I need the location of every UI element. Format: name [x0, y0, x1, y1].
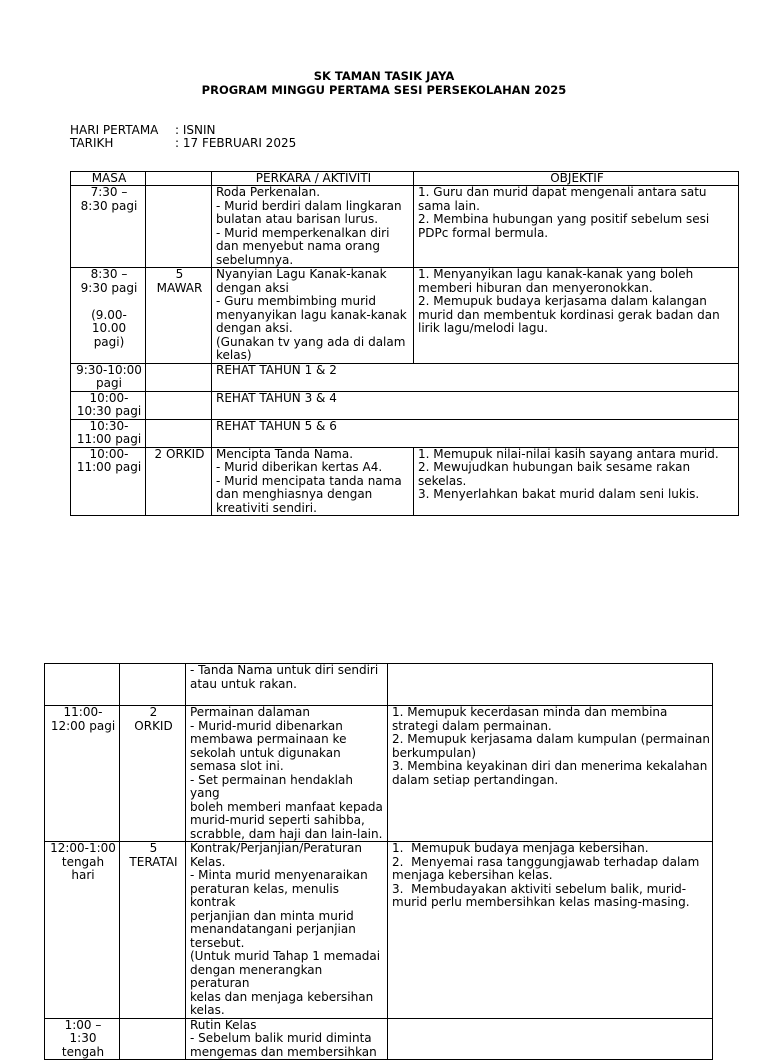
document-title: SK TAMAN TASIK JAYA — [313, 69, 455, 83]
table-row — [71, 419, 739, 447]
cell-text-line: ORKID — [134, 718, 173, 733]
cell-kelas — [146, 186, 212, 268]
table-row — [45, 664, 713, 706]
cell-text-line: 9:30-10:00 — [76, 362, 142, 377]
cell-rehat — [212, 391, 739, 419]
cell-text-line: lirik lagu/melodi lagu. — [418, 321, 548, 335]
cell-text-line: dalam setiap pertandingan. — [392, 772, 559, 787]
cell-text-line: - Set permainan hendaklah yang — [190, 772, 357, 800]
cell-text-line: sekelas. — [418, 473, 467, 488]
cell-masa — [71, 391, 146, 419]
cell-text-line: 11:00- — [63, 705, 103, 719]
schedule-table-1 — [70, 171, 739, 516]
table-row — [45, 842, 713, 1019]
cell-text-line: TERATAI — [129, 854, 178, 869]
cell-text-line: 5 — [175, 267, 184, 281]
cell-text-line: kelas dan menjaga kebersihan — [190, 989, 374, 1004]
cell-aktiviti — [186, 664, 388, 706]
cell-text-line: MAWAR — [156, 280, 203, 295]
table-header-row — [71, 172, 739, 186]
cell-text-line: murid perlu membersihkan kelas masing-masing. — [392, 895, 690, 909]
cell-aktiviti — [186, 842, 388, 1019]
cell-text-line: kelas) — [216, 348, 252, 362]
cell-text-line: menyanyikan lagu kanak-kanak — [216, 307, 407, 322]
day-label: HARI PERTAMA — [70, 123, 159, 137]
cell-text-line: - Murid diberikan kertas A4. — [216, 460, 383, 474]
info-date — [70, 137, 296, 151]
cell-text-line: Nyanyian Lagu Kanak-kanak — [216, 267, 387, 281]
cell-text-line: 1. Menyanyikan lagu kanak-kanak yang boleh — [418, 267, 694, 281]
cell-text-line: murid-murid seperti sahibba, — [190, 813, 365, 827]
cell-text-line: 3. Menyerlahkan bakat murid dalam seni lukis. — [418, 487, 700, 501]
cell-text-line: 10:30- — [89, 418, 129, 433]
cell-text-line: memberi hiburan dan menyeronokkan. — [418, 280, 653, 295]
cell-text-line: 1. Guru dan murid dapat mengenali antara satu — [418, 185, 707, 199]
cell-masa — [71, 268, 146, 364]
cell-kelas — [120, 664, 186, 706]
cell-text-line: Permainan dalaman — [190, 705, 310, 719]
cell-text-line: 3. Membina keyakinan diri dan menerima kekalahan — [392, 759, 708, 773]
cell-text-line: Kelas. — [190, 854, 226, 869]
header-kelas — [146, 172, 212, 186]
cell-text-line: boleh memberi manfaat kepada — [190, 799, 383, 814]
cell-text-line: tersebut. — [190, 935, 245, 950]
cell-text-line: 10:30 pagi — [76, 404, 142, 418]
cell-text-line: 2. Mewujudkan hubungan baik sesame rakan — [418, 460, 691, 474]
cell-text-line: PDPc formal bermula. — [418, 225, 549, 240]
cell-text-line: perjanjian dan minta murid — [190, 908, 354, 923]
cell-text-line: murid dan membentuk kordinasi gerak badan dan — [418, 307, 720, 322]
cell-text-line: 2. Menyemai rasa tanggungjawab terhadap dalam — [392, 854, 700, 869]
cell-aktiviti — [186, 706, 388, 842]
cell-aktiviti — [212, 447, 414, 516]
cell-masa — [45, 842, 120, 1019]
cell-text-line: Mencipta Tanda Nama. — [216, 446, 354, 461]
cell-masa — [71, 419, 146, 447]
cell-text-line: 3. Membudayakan aktiviti sebelum balik, murid- — [392, 881, 687, 896]
document-subtitle: PROGRAM MINGGU PERTAMA SESI PERSEKOLAHAN 2025 — [201, 83, 567, 97]
cell-objektif — [414, 186, 739, 268]
cell-text-line: (9.00- — [91, 307, 127, 322]
table-row — [71, 268, 739, 364]
cell-text-line: 2 ORKID — [154, 446, 205, 461]
cell-text-line: 7:30 – — [90, 185, 128, 199]
cell-text-line: (Gunakan tv yang ada di dalam — [216, 334, 406, 349]
cell-text-line: 12:00 pagi — [50, 718, 116, 733]
cell-text-line: 10:00- — [89, 446, 129, 461]
cell-text-line: dengan aksi. — [216, 321, 293, 335]
cell-text-line: tengah — [61, 854, 105, 869]
cell-text-line: Rutin Kelas — [190, 1017, 257, 1032]
cell-text-line: hari — [71, 868, 95, 882]
cell-masa — [45, 664, 120, 706]
table-row — [45, 706, 713, 842]
cell-aktiviti — [212, 268, 414, 364]
cell-text-line: kelas. — [190, 1003, 225, 1017]
cell-text-line: 8:30 pagi — [80, 198, 138, 213]
cell-text-line: 10.00 — [91, 321, 127, 335]
cell-text-line: bulatan atau barisan lurus. — [216, 212, 379, 226]
cell-text-line: 1. Memupuk budaya menjaga kebersihan. — [392, 841, 649, 855]
cell-text-line: REHAT TAHUN 1 & 2 — [216, 362, 337, 377]
cell-text-line: 12:00-1:00 — [50, 841, 116, 855]
cell-text-line — [75, 295, 143, 309]
cell-kelas — [146, 419, 212, 447]
cell-text-line: sebelumnya. — [216, 252, 294, 267]
cell-text-line: semasa slot ini. — [190, 759, 284, 773]
cell-rehat — [212, 363, 739, 391]
date-value: : 17 FEBRUARI 2025 — [175, 136, 297, 150]
cell-text-line: kreativiti sendiri. — [216, 500, 317, 515]
cell-objektif — [388, 706, 713, 842]
cell-text-line: 5 — [149, 841, 158, 855]
cell-text-line: Kontrak/Perjanjian/Peraturan — [190, 841, 362, 855]
cell-text-line: sama lain. — [418, 198, 480, 213]
cell-text-line: REHAT TAHUN 5 & 6 — [216, 418, 337, 433]
cell-text-line: Roda Perkenalan. — [216, 185, 321, 199]
cell-text-line: 2. Memupuk kerjasama dalam kumpulan (permainan — [392, 732, 710, 746]
table-row — [71, 186, 739, 268]
header-objektif: OBJEKTIF — [414, 172, 739, 186]
cell-text-line: - Minta murid menyenaraikan — [190, 868, 368, 882]
cell-kelas — [120, 1018, 186, 1060]
cell-kelas — [120, 842, 186, 1019]
cell-masa — [71, 447, 146, 516]
cell-kelas — [120, 706, 186, 842]
cell-text-line: 1:30 — [69, 1031, 97, 1045]
cell-rehat — [212, 419, 739, 447]
date-label: TARIKH — [70, 136, 114, 150]
cell-text-line: - Sebelum balik murid diminta — [190, 1031, 372, 1045]
cell-text-line: atau untuk rakan. — [190, 676, 297, 691]
cell-text-line: peraturan kelas, menulis kontrak — [190, 881, 343, 909]
cell-text-line: 11:00 pagi — [76, 432, 142, 446]
cell-masa — [71, 186, 146, 268]
cell-text-line: dan menyebut nama orang — [216, 239, 380, 253]
cell-text-line: membawa permainaan ke — [190, 732, 347, 746]
schedule-table-2 — [44, 663, 713, 1060]
table-row — [45, 1018, 713, 1060]
cell-text-line: 2. Memupuk budaya kerjasama dalam kalangan — [418, 294, 707, 308]
table-row — [71, 363, 739, 391]
cell-objektif — [388, 1018, 713, 1060]
cell-text-line: strategi dalam permainan. — [392, 718, 552, 733]
cell-masa — [45, 1018, 120, 1060]
cell-text-line: - Murid-murid dibenarkan — [190, 718, 343, 733]
cell-text-line: dan menghiasnya dengan — [216, 487, 373, 501]
table-row — [71, 391, 739, 419]
cell-text-line: dengan aksi — [216, 280, 289, 295]
cell-text-line: 1. Memupuk nilai-nilai kasih sayang antara murid. — [418, 446, 719, 461]
table-row — [71, 447, 739, 516]
cell-text-line: 1:00 – — [64, 1017, 102, 1032]
cell-text-line: - Murid memperkenalkan diri — [216, 225, 390, 240]
cell-text-line: dengan menerangkan peraturan — [190, 962, 327, 990]
cell-text-line: - Murid mencipata tanda nama — [216, 473, 402, 488]
header-aktiviti: PERKARA / AKTIVITI — [212, 172, 414, 186]
cell-text-line: tengah — [61, 1044, 105, 1059]
cell-text-line: - Guru membimbing murid — [216, 294, 376, 308]
cell-masa — [71, 363, 146, 391]
cell-objektif — [414, 447, 739, 516]
cell-text-line: berkumpulan) — [392, 745, 477, 760]
cell-objektif — [388, 664, 713, 706]
cell-objektif — [388, 842, 713, 1019]
cell-aktiviti — [186, 1018, 388, 1060]
cell-text-line: 9:30 pagi — [80, 280, 138, 295]
cell-text-line: pagi) — [93, 334, 125, 349]
cell-text-line: pagi — [96, 376, 122, 390]
cell-text-line: 8:30 – — [90, 267, 128, 281]
cell-kelas — [146, 363, 212, 391]
cell-kelas — [146, 447, 212, 516]
cell-text-line: 1. Memupuk kecerdasan minda dan membina — [392, 705, 668, 719]
cell-text-line: REHAT TAHUN 3 & 4 — [216, 390, 337, 405]
header-masa: MASA — [71, 172, 146, 186]
cell-text-line: - Tanda Nama untuk diri sendiri — [190, 663, 379, 677]
cell-text-line: 11:00 pagi — [76, 460, 142, 474]
cell-text-line: sekolah untuk digunakan — [190, 745, 341, 760]
cell-text-line: 2 — [149, 705, 158, 719]
cell-text-line: menjaga kebersihan kelas. — [392, 868, 553, 882]
cell-aktiviti — [212, 186, 414, 268]
cell-text-line: mengemas dan membersihkan — [190, 1044, 377, 1059]
cell-masa — [45, 706, 120, 842]
cell-text-line: 2. Membina hubungan yang positif sebelum sesi — [418, 212, 710, 226]
cell-text-line: menandatangani perjanjian — [190, 922, 356, 936]
cell-text-line: - Murid berdiri dalam lingkaran — [216, 198, 402, 213]
day-value: : ISNIN — [175, 123, 216, 137]
cell-objektif — [414, 268, 739, 364]
cell-kelas — [146, 268, 212, 364]
cell-kelas — [146, 391, 212, 419]
cell-text-line: scrabble, dam haji dan lain-lain. — [190, 826, 383, 841]
cell-text-line: 10:00- — [89, 390, 129, 405]
cell-text-line: (Untuk murid Tahap 1 memadai — [190, 949, 381, 963]
